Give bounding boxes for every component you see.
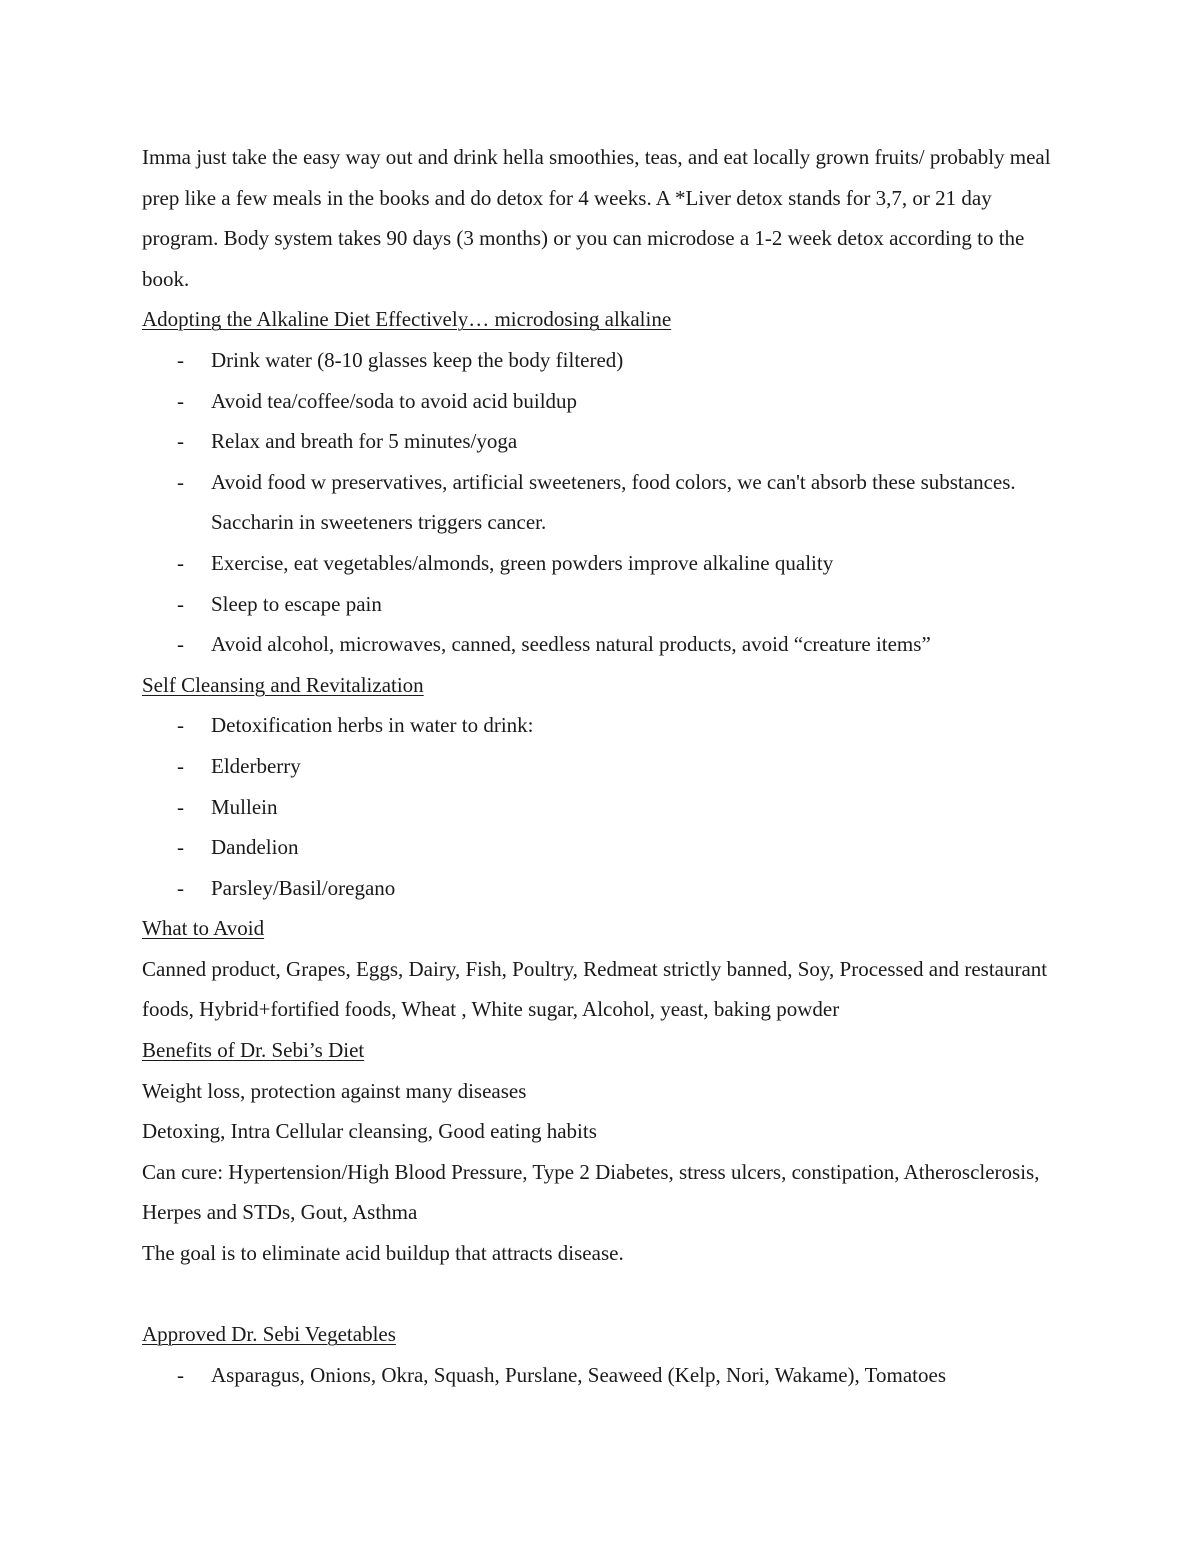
list-item [142, 543, 1072, 584]
list-item-text: Avoid alcohol, microwaves, canned, seedless natural products, avoid “creature items” [211, 632, 931, 657]
bullet-dash: - [177, 429, 184, 454]
list-item [142, 421, 1072, 462]
vegetables-list [142, 1355, 1072, 1396]
list-item-text: Parsley/Basil/oregano [211, 875, 396, 900]
list-item-text: Drink water (8-10 glasses keep the body filtered) [211, 347, 624, 372]
list-item-text: Detoxification herbs in water to drink: [211, 713, 534, 738]
list-item [142, 462, 1072, 543]
bullet-dash: - [177, 835, 184, 860]
list-item-text: Sleep to escape pain [211, 591, 382, 616]
blank-line [142, 1274, 1072, 1315]
document-page [142, 137, 1072, 1395]
bullet-dash: - [177, 469, 184, 494]
bullet-dash: - [177, 347, 184, 372]
list-item [142, 868, 1072, 909]
list-item-text: Dandelion [211, 835, 299, 860]
list-item [142, 381, 1072, 422]
list-item-text: Avoid tea/coffee/soda to avoid acid buildup [211, 388, 578, 413]
bullet-dash: - [177, 1362, 184, 1387]
bullet-dash: - [177, 794, 184, 819]
bullet-dash: - [177, 753, 184, 778]
avoid-paragraph: Canned product, Grapes, Eggs, Dairy, Fish, Poultry, Redmeat strictly banned, Soy, Processed and restaurant foods, Hybrid+fortified foods, Wheat , White sugar, Alcohol, yeast, baking powder [142, 956, 1048, 1022]
heading-benefits: Benefits of Dr. Sebi’s Diet [142, 1038, 365, 1063]
bullet-dash: - [177, 550, 184, 575]
heading-vegetables: Approved Dr. Sebi Vegetables [142, 1322, 396, 1347]
list-item-text: Elderberry [211, 753, 301, 778]
heading-avoid: What to Avoid [142, 916, 265, 941]
bullet-dash: - [177, 875, 184, 900]
list-item [142, 827, 1072, 868]
list-item [142, 584, 1072, 625]
list-item [142, 787, 1072, 828]
benefits-line: Weight loss, protection against many diseases [142, 1078, 527, 1103]
list-item [142, 340, 1072, 381]
heading-alkaline: Adopting the Alkaline Diet Effectively… microdosing alkaline [142, 307, 672, 332]
intro-paragraph: Imma just take the easy way out and drink hella smoothies, teas, and eat locally grown fruits/ probably meal prep like a few meals in the books and do detox for 4 weeks. A *Liver detox stands for 3,7, or 21 day program. Body system takes 90 days (3 months) or you can microdose a 1-2 week detox according to the book. [142, 145, 1051, 291]
benefits-line: The goal is to eliminate acid buildup that attracts disease. [142, 1241, 624, 1266]
benefits-line: Can cure: Hypertension/High Blood Pressure, Type 2 Diabetes, stress ulcers, constipation, Atherosclerosis, Herpes and STDs, Gout, Asthma [142, 1159, 1040, 1225]
alkaline-list [142, 340, 1072, 665]
list-item-text: Asparagus, Onions, Okra, Squash, Purslane, Seaweed (Kelp, Nori, Wakame), Tomatoes [211, 1362, 946, 1387]
bullet-dash: - [177, 713, 184, 738]
benefits-line: Detoxing, Intra Cellular cleansing, Good eating habits [142, 1119, 597, 1144]
bullet-dash: - [177, 591, 184, 616]
list-item-text: Avoid food w preservatives, artificial sweeteners, food colors, we can't absorb these substances. Saccharin in sweeteners triggers cancer. [211, 469, 1016, 535]
list-item [142, 705, 1072, 746]
list-item [142, 1355, 1072, 1396]
heading-cleansing: Self Cleansing and Revitalization [142, 672, 424, 697]
list-item [142, 746, 1072, 787]
bullet-dash: - [177, 632, 184, 657]
bullet-dash: - [177, 388, 184, 413]
list-item [142, 624, 1072, 665]
list-item-text: Relax and breath for 5 minutes/yoga [211, 429, 518, 454]
list-item-text: Exercise, eat vegetables/almonds, green powders improve alkaline quality [211, 550, 834, 575]
list-item-text: Mullein [211, 794, 278, 819]
cleansing-list [142, 705, 1072, 908]
